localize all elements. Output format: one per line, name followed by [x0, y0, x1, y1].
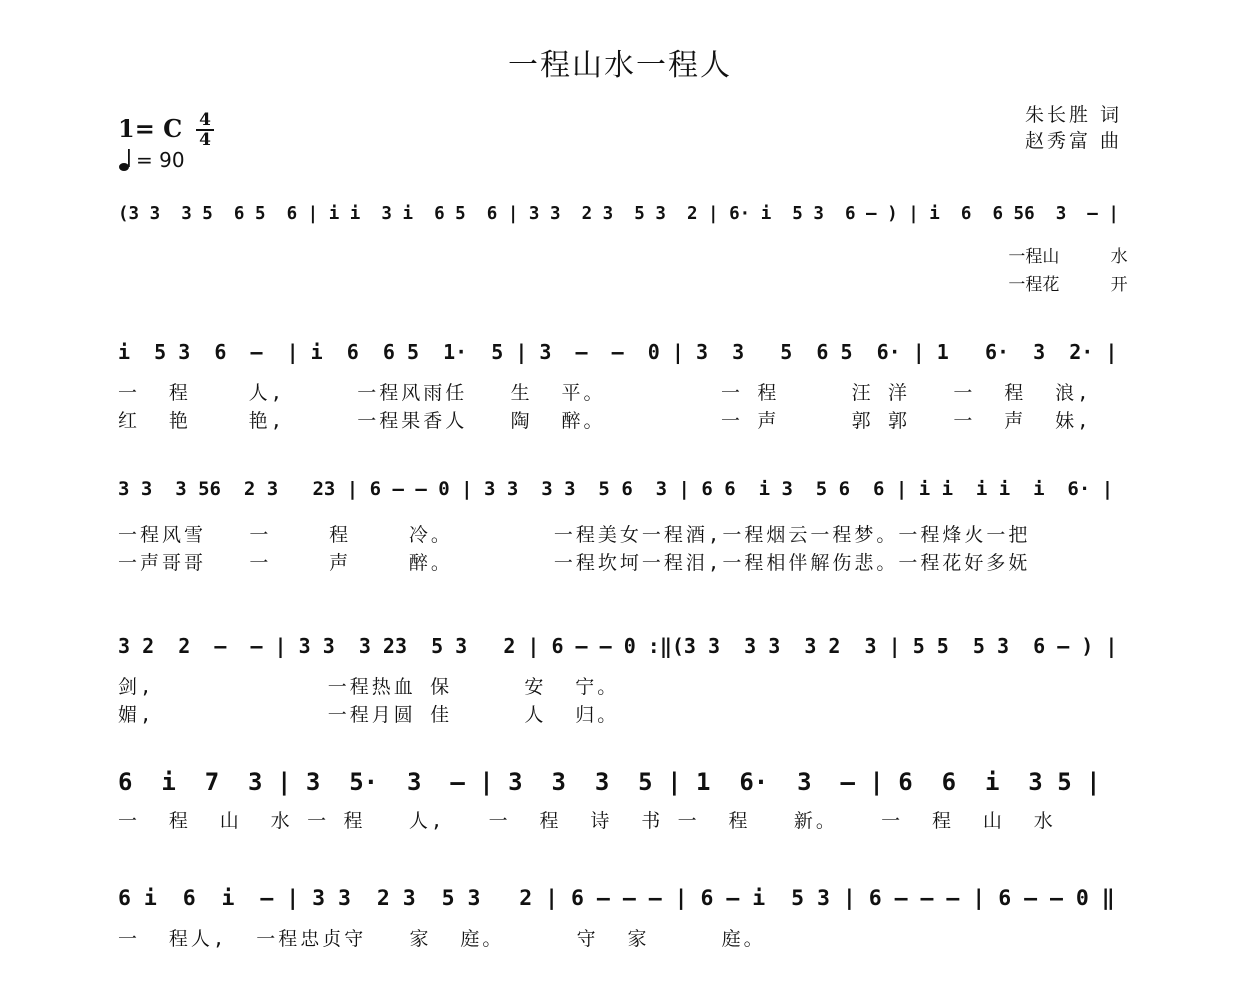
lyric-line-2: 红 艳 艳, 一程果香人 陶 醉。 一 声 郭 郭 一 声 妹,	[118, 410, 1092, 432]
notation-line: i 5 3 6 – | i 6 6 5 1· 5 | 3 – – 0 | 3 3 5 6 5 6· | 1 6· 3 2· |	[118, 340, 1118, 364]
lyric-line-1: 一程山 水	[118, 247, 1128, 267]
score-row-5	[118, 768, 1128, 832]
lyric-line-1: 一 程 山 水 一 程 人, 一 程 诗 书 一 程 新。 一 程 山 水	[118, 810, 1056, 832]
quarter-note-icon	[118, 148, 132, 172]
score-row-1	[118, 204, 1128, 295]
notation-line: 3 3 3 56 2 3 23 | 6 – – 0 | 3 3 3 3 5 6 3 | 6 6 i 3 5 6 6 | i i i i i 6· |	[118, 478, 1114, 500]
score-row-6	[118, 886, 1128, 950]
lyric-line-1: 一 程 人, 一程风雨任 生 平。 一 程 汪 洋 一 程 浪,	[118, 382, 1092, 404]
score-row-3	[118, 478, 1128, 574]
notation-line: (3 3 3 5 6 5 6 | i i 3 i 6 5 6 | 3 3 2 3 5 3 2 | 6· i 5 3 6 – ) | i 6 6 56 3 – |	[118, 204, 1119, 224]
lyricist: 朱长胜 词	[1024, 104, 1122, 126]
tempo-value: = 90	[136, 148, 185, 172]
score-row-4	[118, 634, 1128, 726]
lyric-line-1: 一程风雪 一 程 冷。 一程美女一程酒,一程烟云一程梦。一程烽火一把	[118, 524, 1031, 546]
lyric-line-2: 媚, 一程月圆 佳 人 归。	[118, 704, 620, 726]
key-signature: 1= C	[118, 114, 183, 143]
notation-line: 6 i 7 3 | 3 5· 3 – | 3 3 3 5 | 1 6· 3 – | 6 6 i 3 5 |	[118, 768, 1101, 796]
lyric-line-2: 一声哥哥 一 声 醉。 一程坎坷一程泪,一程相伴解伤悲。一程花好多妩	[118, 552, 1031, 574]
tempo-marking	[118, 148, 185, 172]
time-signature	[196, 112, 214, 148]
notation-line: 6 i 6 i – | 3 3 2 3 5 3 2 | 6 – – – | 6 – i 5 3 | 6 – – – | 6 – – 0 ‖	[118, 886, 1115, 911]
time-signature-bottom: 4	[199, 130, 211, 150]
notation-line: 3 2 2 – – | 3 3 3 23 5 3 2 | 6 – – 0 :‖(3 3 3 3 3 2 3 | 5 5 5 3 6 – ) |	[118, 634, 1118, 658]
score-row-2	[118, 340, 1128, 432]
composer: 赵秀富 曲	[1024, 130, 1122, 152]
credits	[1025, 102, 1122, 154]
lyric-line-2: 一程花 开	[118, 275, 1128, 295]
lyric-line-1: 一 程人, 一程忠贞守 家 庭。 守 家 庭。	[118, 928, 766, 950]
song-title: 一程山水一程人	[508, 48, 732, 83]
lyric-line-1: 剑, 一程热血 保 安 宁。	[118, 676, 620, 698]
time-signature-top: 4	[199, 110, 211, 130]
